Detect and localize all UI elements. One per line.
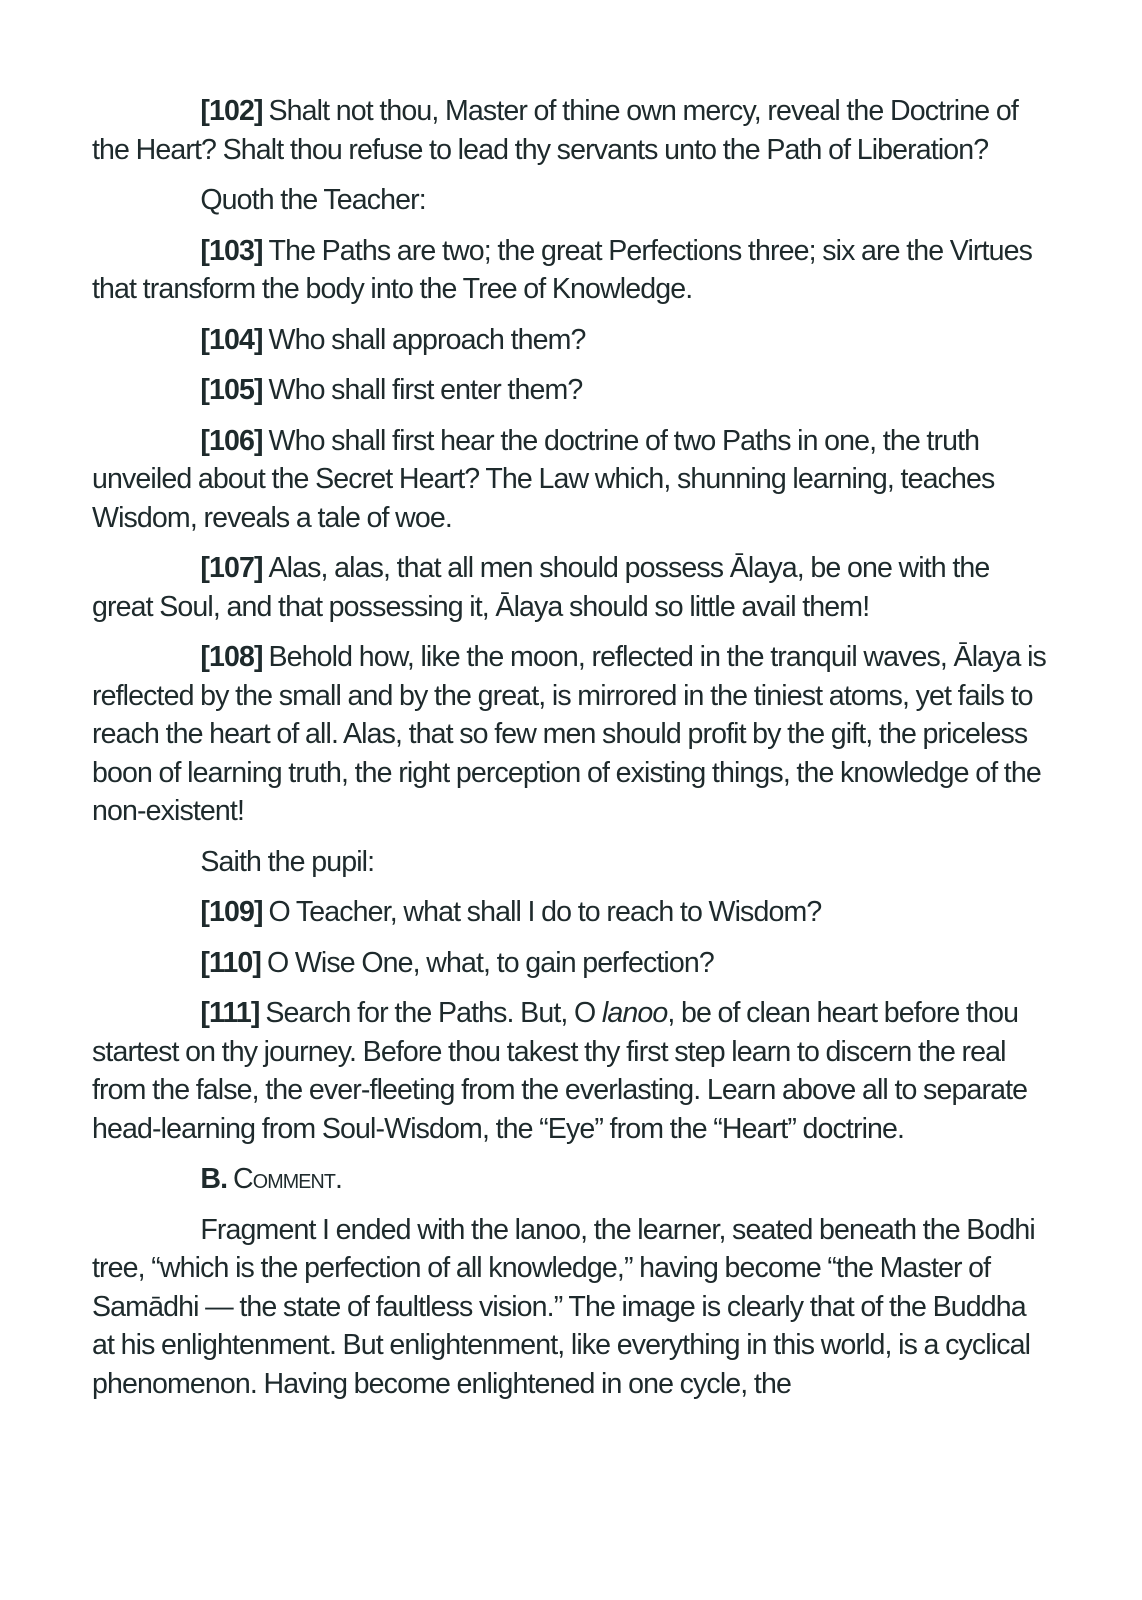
verse-text: O Wise One, what, to gain perfection? — [266, 946, 714, 979]
section-label: B. — [200, 1163, 228, 1195]
verse-number: [110] — [200, 946, 262, 979]
verse-text: Alas, alas, that all men should possess Ālaya, be one with the great Soul, and that possessing it, Ālaya should so little avail them! — [92, 552, 990, 623]
paragraph-104 — [92, 321, 1047, 360]
verse-text: Who shall first hear the doctrine of two Paths in one, the truth unveiled about the Secret Heart? The Law which, shunning learning, teaches Wisdom, reveals a tale of woe. — [92, 424, 995, 534]
commentary-paragraph — [92, 1211, 1047, 1404]
section-title: Comment. — [233, 1163, 343, 1195]
verse-text: O Teacher, what shall I do to reach to Wisdom? — [268, 896, 822, 928]
commentary-text: Fragment I ended with the lanoo, the learner, seated beneath the Bodhi tree, “which is the perfection of all knowledge,” having become “the Master of Samādhi — the state of faultless vision.” The image is clearly that of the Buddha at his enlightenment. But enlightenment, like everything in this world, is a cyclical phenomenon. Having become enlightened in one cycle, the — [92, 1213, 1035, 1400]
verse-text: Who shall first enter them? — [268, 374, 583, 406]
speaker-text: Quoth the Teacher: — [200, 184, 426, 216]
paragraph-111 — [92, 994, 1047, 1148]
paragraph-107 — [92, 549, 1047, 626]
speaker-line-pupil — [92, 843, 1047, 882]
verse-number: [108] — [200, 641, 263, 673]
verse-number: [106] — [200, 424, 263, 457]
verse-number: [102] — [200, 95, 263, 127]
paragraph-105 — [92, 371, 1047, 410]
verse-number: [107] — [200, 552, 263, 584]
paragraph-106 — [92, 422, 1047, 538]
verse-text: Who shall approach them? — [268, 323, 586, 356]
verse-text-start: Search for the Paths. But, O — [265, 997, 602, 1029]
paragraph-110 — [92, 944, 1047, 983]
italic-term: lanoo — [601, 997, 668, 1029]
speaker-line-teacher — [92, 181, 1047, 220]
paragraph-109 — [92, 893, 1047, 932]
verse-number: [111] — [200, 997, 260, 1029]
verse-number: [109] — [200, 896, 263, 928]
verse-text: The Paths are two; the great Perfections three; six are the Virtues that transform the body into the Tree of Knowledge. — [92, 234, 1032, 305]
paragraph-103 — [92, 232, 1047, 309]
verse-text: Shalt not thou, Master of thine own mercy, reveal the Doctrine of the Heart? Shalt thou refuse to lead thy servants unto the Path of Liberation? — [92, 95, 1018, 166]
verse-text: Behold how, like the moon, reflected in the tranquil waves, Ālaya is reflected by the small and by the great, is mirrored in the tiniest atoms, yet fails to reach the heart of all. Alas, that so few men should profit by the gift, the priceless boon of learning truth, the right perception of existing things, the knowledge of the non-existent! — [92, 641, 1046, 827]
verse-text-end: , be of clean heart before thou startest on thy journey. Before thou takest thy first step learn to discern the real from the false, the ever-fleeting from the everlasting. Learn above all to separate head-learning from Soul-Wisdom, the “Eye” from the “Heart” doctrine. — [92, 997, 1028, 1145]
verse-number: [104] — [200, 323, 263, 356]
paragraph-102 — [92, 92, 1047, 169]
speaker-text: Saith the pupil: — [200, 845, 375, 878]
paragraph-108 — [92, 638, 1047, 831]
section-heading — [92, 1160, 1047, 1199]
verse-number: [105] — [200, 374, 263, 406]
document-page — [92, 92, 1047, 1415]
verse-number: [103] — [200, 234, 263, 267]
